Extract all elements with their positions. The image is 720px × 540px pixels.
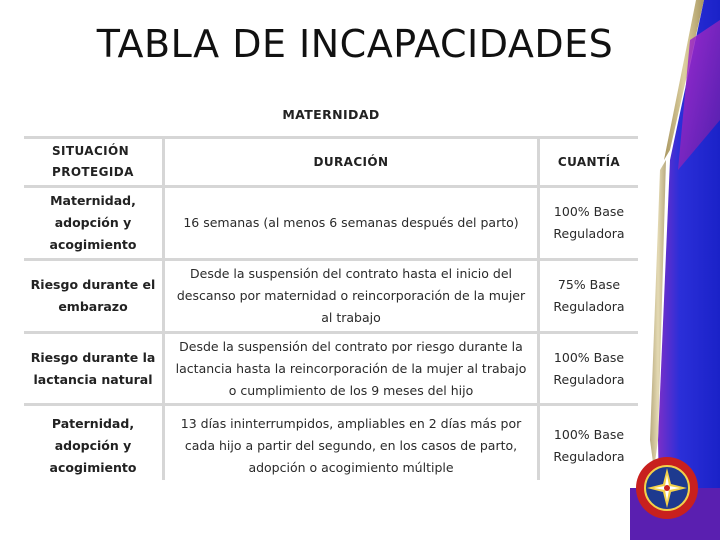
cell-cuantia: 75% Base Reguladora [540,261,638,334]
cell-duracion: Desde la suspensión del contrato hasta el inicio del descanso por maternidad o reincorporación de la mujer al trabajo [165,261,540,334]
section-title: MATERNIDAD [24,94,638,139]
compass-seal-icon [634,455,700,521]
cell-cuantia: 100% Base Reguladora [540,188,638,261]
header-situacion: SITUACIÓN PROTEGIDA [24,139,165,188]
table-row [24,334,638,406]
incapacity-table-container [24,94,638,480]
table-row [24,406,638,480]
cell-duracion: 16 semanas (al menos 6 semanas después del parto) [165,188,540,261]
incapacity-table [24,94,638,480]
cell-cuantia: 100% Base Reguladora [540,334,638,406]
column-header-row [24,139,638,188]
cell-cuantia: 100% Base Reguladora [540,406,638,480]
cell-duracion: Desde la suspensión del contrato por riesgo durante la lactancia hasta la reincorporación de la mujer al trabajo o cumplimiento de los 9 meses del hijo [165,334,540,406]
cell-situacion: Paternidad, adopción y acogimiento [24,406,165,480]
table-section-row [24,94,638,139]
table-row [24,261,638,334]
table-row [24,188,638,261]
cell-duracion: 13 días ininterrumpidos, ampliables en 2 días más por cada hijo a partir del segundo, en los casos de parto, adopción o acogimiento múltiple [165,406,540,480]
slide-title: TABLA DE INCAPACIDADES [96,22,614,66]
cell-situacion: Riesgo durante la lactancia natural [24,334,165,406]
cell-situacion: Maternidad, adopción y acogimiento [24,188,165,261]
cell-situacion: Riesgo durante el embarazo [24,261,165,334]
header-duracion: DURACIÓN [165,139,540,188]
header-cuantia: CUANTÍA [540,139,638,188]
